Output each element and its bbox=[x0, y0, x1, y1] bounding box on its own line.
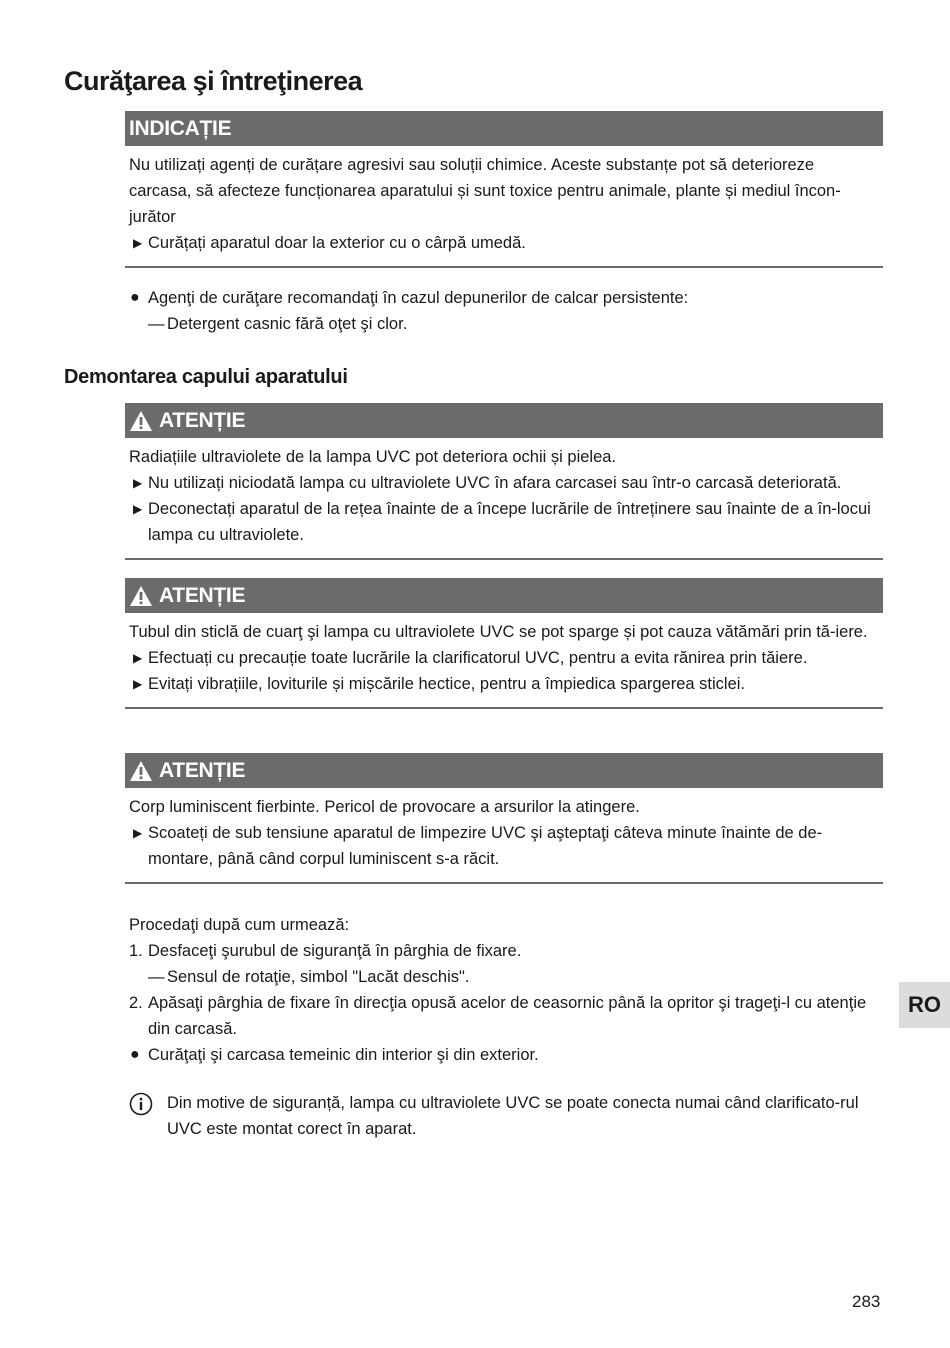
warning-header: ATENȚIE bbox=[159, 758, 246, 782]
warning-header: ATENȚIE bbox=[159, 583, 246, 607]
step-number: 1. bbox=[129, 942, 143, 960]
step-item: 2. Apăsaţi pârghia de fixare în direcţia opusă acelor de ceasornic până la opritor şi trageţi-l cu atenţie din carcasă. bbox=[129, 990, 881, 1042]
language-tab: RO bbox=[899, 982, 950, 1028]
arrow-icon: ▶ bbox=[133, 236, 143, 250]
section-heading: Demontarea capului aparatului bbox=[64, 366, 348, 388]
info-icon bbox=[129, 1092, 153, 1116]
step-item: 1. Desfaceţi şurubul de siguranţă în pârghia de fixare. bbox=[129, 938, 881, 964]
instruction-item: ▶ Curățați aparatul doar la exterior cu o cârpă umedă. bbox=[129, 230, 879, 256]
warning-header: ATENȚIE bbox=[159, 408, 246, 432]
info-note bbox=[129, 1090, 881, 1142]
procedure bbox=[129, 912, 881, 1068]
warning-box bbox=[125, 578, 883, 709]
notice-text: Nu utilizați agenți de curățare agresivi sau soluții chimice. Aceste substanțe pot să deterioreze carcasa, să afecteze funcționarea aparatului și sunt toxice pentru animale, plante și mediul încon-jurător bbox=[129, 156, 841, 226]
sub-list-item: — Detergent casnic fără oţet şi clor. bbox=[129, 311, 881, 337]
warning-icon bbox=[129, 760, 153, 782]
step-number: 2. bbox=[129, 994, 143, 1012]
warning-icon bbox=[129, 410, 153, 432]
list-item: ● Curăţaţi şi carcasa temeinic din interior şi din exterior. bbox=[129, 1042, 881, 1068]
bullet-icon: ● bbox=[130, 289, 140, 306]
instruction-item: ▶ Scoateți de sub tensiune aparatul de limpezire UVC şi aşteptaţi câteva minute înainte de de-montare, până când corpul luminiscent s-a răcit. bbox=[129, 820, 879, 872]
dash-icon: — bbox=[148, 968, 165, 986]
warning-icon bbox=[129, 585, 153, 607]
page-title: Curăţarea şi întreţinerea bbox=[64, 66, 363, 96]
sub-list-item: — Sensul de rotaţie, simbol "Lacăt deschis". bbox=[129, 964, 881, 990]
instruction-item: ▶ Deconectați aparatul de la rețea înainte de a începe lucrările de întreținere sau înainte de a în-locui lampa cu ultraviolete. bbox=[129, 496, 879, 548]
warning-text: Tubul din sticlă de cuarţ şi lampa cu ultraviolete UVC se pot sparge și pot cauza vătămări prin tă-iere. bbox=[129, 623, 868, 641]
procedure-intro: Procedaţi după cum urmează: bbox=[129, 916, 350, 934]
notice-box bbox=[125, 111, 883, 268]
arrow-icon: ▶ bbox=[133, 826, 143, 840]
warning-text: Radiațiile ultraviolete de la lampa UVC pot deteriora ochii și pielea. bbox=[129, 448, 617, 466]
arrow-icon: ▶ bbox=[133, 677, 143, 691]
instruction-item: ▶ Evitați vibrațiile, loviturile și mișcările hectice, pentru a împiedica spargerea sticlei. bbox=[129, 671, 879, 697]
dash-icon: — bbox=[148, 315, 165, 333]
warning-text: Corp luminiscent fierbinte. Pericol de provocare a arsurilor la atingere. bbox=[129, 798, 640, 816]
page-number: 283 bbox=[852, 1292, 881, 1311]
instruction-item: ▶ Nu utilizați niciodată lampa cu ultraviolete UVC în afara carcasei sau într-o carcasă deteriorată. bbox=[129, 470, 879, 496]
cleaning-agents-list bbox=[129, 285, 881, 337]
arrow-icon: ▶ bbox=[133, 651, 143, 665]
warning-box bbox=[125, 753, 883, 884]
bullet-icon: ● bbox=[130, 1046, 140, 1063]
info-text: Din motive de siguranță, lampa cu ultraviolete UVC se poate conecta numai când clarificato-rul UVC este montat corect în aparat. bbox=[167, 1094, 859, 1138]
arrow-icon: ▶ bbox=[133, 502, 143, 516]
list-item: ● Agenţi de curăţare recomandaţi în cazul depunerilor de calcar persistente: bbox=[129, 285, 881, 311]
notice-header: INDICAȚIE bbox=[125, 111, 883, 146]
arrow-icon: ▶ bbox=[133, 476, 143, 490]
instruction-item: ▶ Efectuați cu precauție toate lucrările la clarificatorul UVC, pentru a evita rănirea prin tăiere. bbox=[129, 645, 879, 671]
warning-box bbox=[125, 403, 883, 560]
